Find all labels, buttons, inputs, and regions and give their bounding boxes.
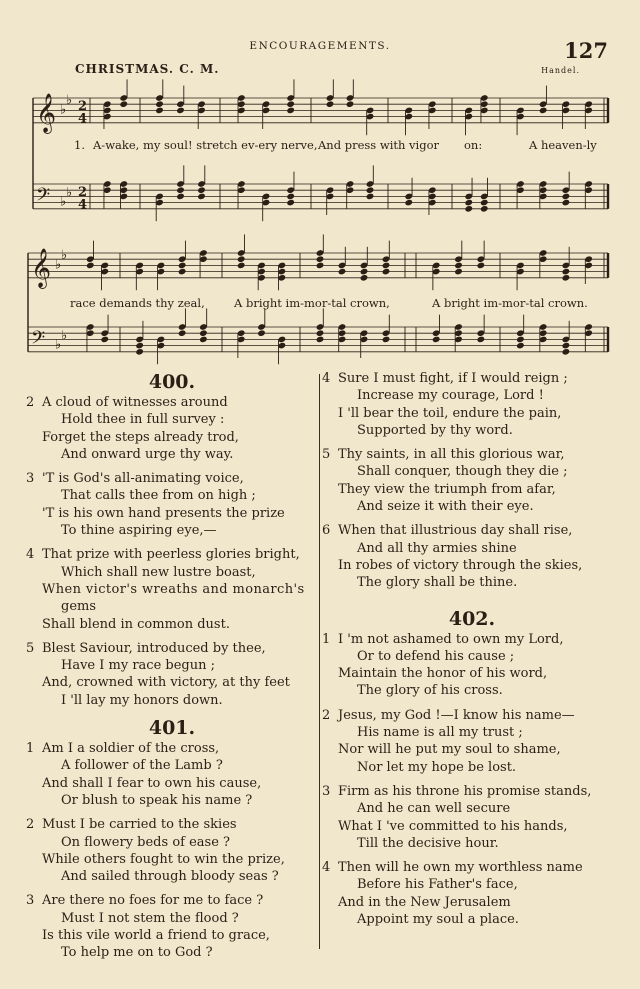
verse-text: That calls thee from on high ;: [61, 488, 256, 504]
verse-line: [26, 775, 318, 792]
verse-line: [26, 944, 318, 961]
tune-name: CHRISTMAS. C. M.: [75, 62, 220, 76]
hymn-number: 402.: [448, 607, 496, 630]
verse-text: Before his Father's face,: [357, 877, 518, 893]
verse-text: His name is all my trust ;: [357, 725, 523, 741]
stanza: [322, 783, 622, 852]
verse-text: That prize with peerless glories bright,: [42, 547, 300, 563]
flat-icon: ♭: [66, 185, 73, 201]
note-head: [155, 107, 164, 115]
verse-text: Hold thee in full survey :: [61, 412, 225, 428]
verse-line: [26, 564, 318, 581]
verse-text: 'T is God's all-animating voice,: [42, 471, 244, 487]
lyric-fragment: And press with vigor: [318, 138, 440, 152]
note-head: [382, 336, 391, 344]
note-head: [562, 274, 571, 282]
verse-text: I 'll lay my honors down.: [61, 692, 223, 708]
note-head: [346, 100, 355, 108]
note-head: [135, 348, 144, 356]
verse-text: Blest Saviour, introduced by thee,: [42, 640, 266, 656]
note-head: [237, 262, 246, 270]
flat-icon: ♭: [66, 93, 73, 109]
note-head: [286, 193, 295, 201]
stanza-number: 1: [26, 741, 35, 757]
verse-line: [322, 800, 622, 817]
verse-line: [322, 665, 622, 682]
note-head: [257, 329, 266, 337]
note-head: [464, 199, 473, 207]
verse-text: Shall conquer, though they die ;: [357, 464, 568, 480]
flat-icon: ♭: [60, 102, 67, 118]
note-head: [197, 193, 206, 201]
verse-text: On flowery beds of ease ?: [61, 834, 230, 850]
stanza-number: 3: [322, 783, 331, 799]
note-head: [178, 329, 187, 337]
verse-text: Supported by thy word.: [357, 422, 513, 438]
note-head: [316, 329, 325, 337]
verse-line: [26, 616, 318, 633]
verse-line: [26, 581, 318, 598]
stanza-number: 3: [26, 471, 35, 487]
verse-line: [26, 910, 318, 927]
verse-text: To help me on to God ?: [61, 945, 213, 961]
verse-text: Firm as his throne his promise stands,: [338, 783, 592, 799]
verse-line: [322, 370, 622, 387]
verse-text: Is this vile world a friend to grace,: [42, 928, 270, 944]
lyric-fragment: A bright im-mor-tal crown,: [234, 296, 390, 310]
verse-text: Must I be carried to the skies: [42, 817, 237, 833]
verse-line: [322, 859, 622, 876]
verse-text: Forget the steps already trod,: [42, 429, 239, 445]
note-head: [562, 348, 571, 356]
verse-line: [322, 557, 622, 574]
right-column: [322, 370, 622, 935]
verse-line: [322, 876, 622, 893]
stanza-number: 6: [322, 523, 331, 539]
running-head: ENCOURAGEMENTS.: [249, 40, 391, 52]
note-head: [155, 100, 164, 108]
verse-line: [26, 470, 318, 487]
note-head: [286, 199, 295, 207]
verse-line: [26, 394, 318, 411]
verse-text: Must I not stem the flood ?: [61, 910, 239, 926]
sheet-music: [0, 0, 640, 370]
verse-text: A follower of the Lamb ?: [61, 758, 223, 774]
note-head: [178, 268, 187, 276]
note-head: [338, 268, 347, 276]
note-head: [382, 268, 391, 276]
note-head: [562, 268, 571, 276]
note-head: [86, 262, 95, 270]
stanza-number: 3: [26, 893, 35, 909]
verse-text: Appoint my soul a place.: [357, 912, 519, 928]
lyric-fragment: 1.: [74, 138, 85, 152]
stanza-number: 1: [322, 631, 331, 647]
clef-icon: 𝄢: [36, 184, 51, 210]
note-head: [477, 336, 486, 344]
stanza-number: 2: [26, 817, 35, 833]
time-signature: 4: [78, 197, 88, 213]
verse-line: [322, 818, 622, 835]
stanza: [26, 892, 318, 961]
verse-text: Or to defend his cause ;: [357, 648, 515, 664]
verse-text: And in the New Jerusalem: [338, 894, 511, 910]
verse-line: [26, 868, 318, 885]
verse-line: [26, 851, 318, 868]
verse-line: [322, 522, 622, 539]
note-head: [119, 100, 128, 108]
verse-text: Maintain the honor of his word,: [338, 666, 548, 682]
note-head: [562, 342, 571, 350]
hymn-number: 401.: [148, 717, 196, 740]
verse-text: I 'll bear the toil, endure the pain,: [338, 405, 562, 421]
verse-text: gems: [61, 599, 97, 615]
flat-icon: ♭: [61, 248, 68, 264]
verse-line: [322, 759, 622, 776]
stanza-number: 4: [322, 860, 331, 876]
verse-line: [26, 505, 318, 522]
verse-line: [322, 481, 622, 498]
note-head: [562, 199, 571, 207]
verse-line: [322, 682, 622, 699]
verse-line: [26, 446, 318, 463]
time-signature: 2: [78, 98, 88, 114]
note-head: [360, 274, 369, 282]
flat-icon: ♭: [55, 257, 62, 273]
verse-line: [26, 892, 318, 909]
note-head: [316, 262, 325, 270]
verse-line: [322, 911, 622, 928]
note-head: [432, 336, 441, 344]
note-head: [237, 255, 246, 263]
verse-text: And onward urge thy way.: [61, 446, 234, 462]
verse-text: The glory of his cross.: [357, 683, 503, 699]
verse-text: When victor's wreaths and monarch's: [42, 581, 305, 597]
verse-text: Then will he own my worthless name: [338, 860, 583, 876]
verse-line: [322, 574, 622, 591]
verse-line: [322, 387, 622, 404]
verse-line: [322, 463, 622, 480]
note-head: [176, 107, 185, 115]
verse-line: [322, 707, 622, 724]
note-head: [135, 342, 144, 350]
note-head: [197, 186, 206, 194]
verse-text: A cloud of witnesses around: [42, 395, 228, 410]
verse-line: [322, 540, 622, 557]
verse-text: And he can well secure: [357, 801, 511, 817]
note-head: [286, 107, 295, 115]
note-head: [366, 193, 375, 201]
verse-text: And all thy armies shine: [357, 540, 517, 556]
verse-text: Sure I must fight, if I would reign ;: [338, 371, 568, 386]
note-head: [176, 193, 185, 201]
note-head: [404, 199, 413, 207]
verse-text: In robes of victory through the skies,: [338, 557, 583, 573]
stanza: [26, 640, 318, 709]
verse-text: They view the triumph from afar,: [338, 481, 556, 497]
stanza: [26, 470, 318, 539]
verse-text: I 'm not ashamed to own my Lord,: [338, 631, 564, 647]
verse-line: [26, 546, 318, 563]
note-head: [199, 336, 208, 344]
stanza-number: 5: [26, 640, 35, 656]
stanza: [322, 446, 622, 515]
clef-icon: 𝄞: [36, 93, 57, 134]
note-head: [326, 100, 335, 108]
stanza: [26, 740, 318, 809]
verse-line: [26, 429, 318, 446]
left-column: [26, 370, 318, 969]
verse-line: [322, 498, 622, 515]
verse-text: 'T is his own hand presents the prize: [42, 505, 285, 521]
stanza: [322, 631, 622, 700]
verse-text: And sailed through bloody seas ?: [61, 869, 279, 885]
stanza: [322, 707, 622, 776]
note-head: [516, 336, 525, 344]
verse-text: Nor let my hope be lost.: [357, 759, 517, 775]
verse-line: [322, 783, 622, 800]
verse-line: [26, 757, 318, 774]
lyric-fragment: A bright im-mor-tal crown.: [432, 296, 588, 310]
verse-line: [26, 692, 318, 709]
lyric-fragment: A-wake, my soul! stretch ev-ery nerve,: [93, 138, 318, 152]
column-divider: [319, 374, 320, 949]
time-signature: 2: [78, 184, 88, 200]
stanza-number: 2: [26, 395, 35, 410]
clef-icon: 𝄢: [31, 327, 46, 353]
verse-line: [26, 657, 318, 674]
verse-line: [26, 411, 318, 428]
note-head: [480, 205, 489, 213]
verse-text: To thine aspiring eye,—: [61, 523, 217, 539]
verse-text: Are there no foes for me to face ?: [42, 893, 264, 909]
note-head: [480, 199, 489, 207]
verse-line: [26, 792, 318, 809]
verse-line: [322, 631, 622, 648]
verse-line: [26, 674, 318, 691]
stanza: [322, 370, 622, 439]
verse-line: [322, 835, 622, 852]
stanza: [26, 816, 318, 885]
lyric-fragment: A heaven-ly: [529, 138, 597, 152]
verse-line: [26, 522, 318, 539]
stanza-number: 2: [322, 707, 331, 723]
stanza: [322, 859, 622, 928]
verse-line: [322, 724, 622, 741]
verse-text: The glory shall be thine.: [357, 575, 518, 591]
verse-line: [26, 834, 318, 851]
stanza-number: 4: [322, 371, 331, 386]
note-head: [176, 186, 185, 194]
note-head: [454, 268, 463, 276]
verse-text: Or blush to speak his name ?: [61, 792, 253, 808]
verse-line: [26, 927, 318, 944]
stanza-number: 5: [322, 447, 331, 463]
lyric-fragment: race demands thy zeal,: [70, 296, 205, 310]
verse-text: Jesus, my God !—I know his name—: [338, 707, 575, 723]
verse-text: And shall I fear to own his cause,: [42, 775, 262, 791]
note-head: [286, 100, 295, 108]
note-head: [477, 262, 486, 270]
verse-line: [322, 894, 622, 911]
verse-line: [322, 446, 622, 463]
verse-text: Which shall new lustre boast,: [61, 564, 256, 580]
verse-text: Thy saints, in all this glorious war,: [338, 447, 565, 463]
verse-text: And, crowned with victory, at thy feet: [42, 675, 290, 691]
flat-icon: ♭: [55, 337, 62, 353]
verse-line: [322, 422, 622, 439]
verse-line: [322, 741, 622, 758]
clef-icon: 𝄞: [31, 248, 52, 289]
verse-text: And seize it with their eye.: [357, 499, 534, 515]
lyric-fragment: on:: [464, 138, 483, 152]
time-signature: 4: [78, 111, 88, 127]
verse-text: Shall blend in common dust.: [42, 616, 230, 632]
note-head: [454, 262, 463, 270]
verse-line: [322, 648, 622, 665]
verse-text: Till the decisive hour.: [357, 835, 499, 851]
note-head: [366, 186, 375, 194]
verse-text: While others fought to win the prize,: [42, 851, 285, 867]
note-head: [199, 329, 208, 337]
note-head: [539, 107, 548, 115]
verse-text: Am I a soldier of the cross,: [42, 741, 220, 757]
verse-line: [322, 405, 622, 422]
verse-line: [26, 598, 318, 615]
verse-text: When that illustrious day shall rise,: [338, 523, 573, 539]
verse-line: [26, 640, 318, 657]
note-head: [562, 193, 571, 201]
flat-icon: ♭: [61, 328, 68, 344]
note-head: [382, 262, 391, 270]
verse-line: [26, 740, 318, 757]
verse-text: What I 've committed to his hands,: [338, 818, 568, 834]
note-head: [316, 336, 325, 344]
verse-line: [26, 487, 318, 504]
note-head: [178, 262, 187, 270]
verse-text: Nor will he put my soul to shame,: [338, 742, 561, 758]
hymn-number: 400.: [148, 371, 196, 393]
stanza-number: 4: [26, 547, 35, 563]
note-head: [316, 255, 325, 263]
composer-credit: Handel.: [541, 66, 580, 75]
stanza: [26, 394, 318, 463]
note-head: [100, 336, 109, 344]
flat-icon: ♭: [60, 194, 67, 210]
note-head: [464, 205, 473, 213]
verse-text: Have I my race begun ;: [61, 658, 215, 674]
page-number: 127: [564, 38, 608, 63]
note-head: [516, 342, 525, 350]
stanza: [26, 546, 318, 632]
stanza: [322, 522, 622, 591]
note-head: [360, 268, 369, 276]
verse-text: Increase my courage, Lord !: [357, 388, 544, 404]
verse-line: [26, 816, 318, 833]
